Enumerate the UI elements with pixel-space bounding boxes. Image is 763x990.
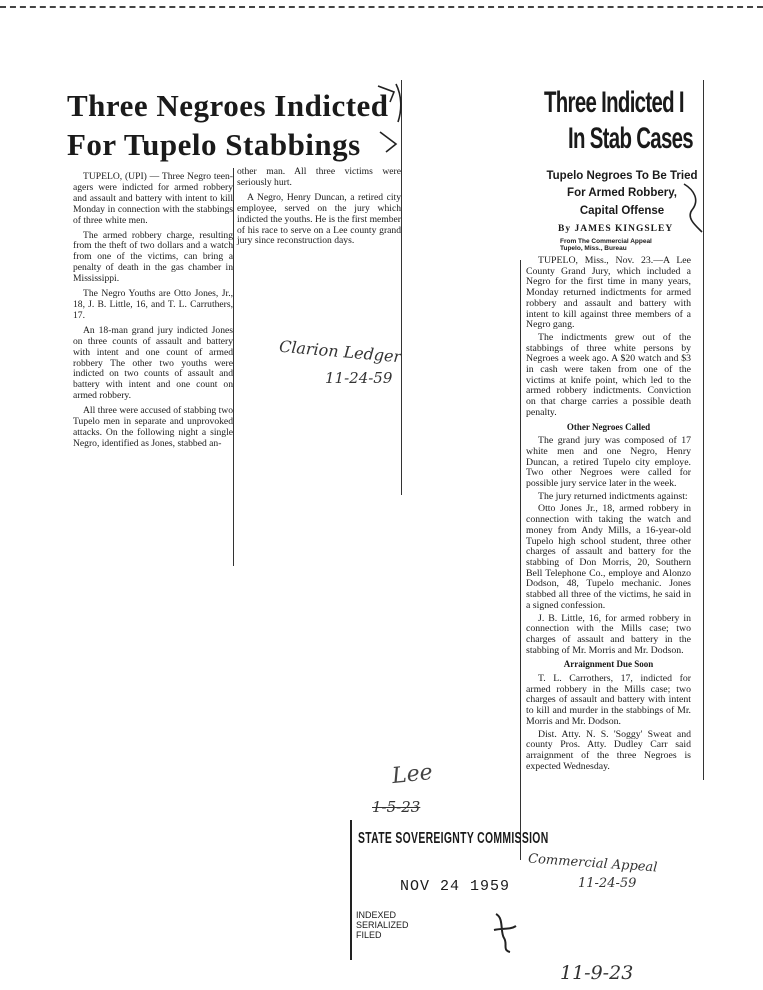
source-credit [560,238,652,252]
paragraph: The Negro Youths are Otto Jones, Jr., 18, J. B. Little, 16, and T. L. Carruthers, 17. [73,288,233,321]
section-subhead: Arraignment Due Soon [563,659,654,670]
handwritten-struck-number: 1-5-23 [372,798,421,816]
paragraph: The grand jury was composed of 17 white men and one Negro, Henry Duncan, a retired Tupelo city employe. Two other Negroes were called for possible jury service later in the week. [526,435,691,490]
paragraph: other man. All three victims were seriously hurt. [237,166,401,188]
handwritten-source-label: Clarion Ledger [278,336,402,367]
paragraph: T. L. Carrothers, 17, indicted for armed robbery in the Mills case; two charges of assault and battery with intent to kill and murder in the stabbings of Mr. Morris and Mr. Dodson. [526,673,691,727]
article-column-2 [237,167,401,251]
column-rule [233,168,234,566]
paragraph: Dist. Atty. N. S. 'Soggy' Sweat and county Pros. Atty. Dudley Carr said arraignment of the three Negroes is expected Wednesday. [526,728,691,772]
article-column-1 [73,172,233,454]
paragraph: TUPELO, Miss., Nov. 23.—A Lee County Grand Jury, which included a Negro for the first time in many years, Monday returned indictments for armed robbery and assault and battery with intent to kill against three members of a Negro gang. [526,255,691,331]
handwritten-file-number: 11-9-23 [560,962,634,984]
stamp-date: NOV 24 1959 [400,878,511,895]
paragraph: A Negro, Henry Duncan, a retired city employee, served on the jury which indicted the youths. He is the first member of his race to serve on a Lee county grand jury since reconstruction days. [237,191,401,247]
headline-line-2: In Stab Cases [568,122,693,155]
paragraph: J. B. Little, 16, for armed robbery in connection with the Mills case; two charges of assault and battery in the stabbing of Mr. Morris and Mr. Dodson. [526,612,691,656]
stamp-labels [356,910,409,940]
headline-line-1: Three Negroes Indicted [67,88,389,123]
paragraph: The armed robbery charge, resulting from the theft of two dollars and a watch from one of the victims, can bring a penalty of death in the gas chamber in Mississippi. [73,229,233,285]
handwritten-initials [490,908,518,956]
handwritten-county: Lee [390,759,434,790]
headline-scribble-mark [680,178,706,238]
headline-line-1: Three Indicted I [544,86,684,119]
handwritten-date: 11-24-59 [578,876,637,891]
paragraph: Otto Jones Jr., 18, armed robbery in connection with taking the watch and money from Andy Mills, a 16-year-old Tupelo high school student, three other charges of assault and battery for the stabbing of Don Morris, 20, Southern Bell Telephone Co., employe and Alonzo Dodson, 48, Tupelo mechanic. Jones stabbed all three of the victims, he said in a signed confession. [526,503,691,611]
handwritten-source-label: Commercial Appeal [527,851,658,876]
stamp-title: STATE SOVEREIGNTY COMMISSION [358,830,549,847]
paragraph: The jury returned indictments against: [538,490,688,502]
byline: By JAMES KINGSLEY [558,224,674,234]
stamp-label-indexed: INDEXED [356,910,397,920]
paragraph: An 18-man grand jury indicted Jones on three counts of assault and battery with intent and one count of armed robbery The other two youths were indicted on two counts of assault and battery with intent and one count on armed robbery. [73,324,233,402]
top-dashed-border [0,6,763,8]
paragraph: The indictments grew out of the stabbings of three white persons by Negroes a week ago. A $20 watch and $3 in cash were taken from one of the victims at knife point, which led to the armed robbery indictments. Conviction on that charge carries a possible death penalty. [526,331,691,418]
stamp-label-serialized: SERIALIZED [356,920,409,930]
article-body [526,256,691,774]
stamp-label-filed: FILED [356,930,382,940]
credit-line: Tupelo, Miss., Bureau [560,245,627,252]
subheadline-line-3: Capital Offense [579,205,665,217]
clipping-left-edge [520,260,521,860]
headline-scribble-mark [372,82,406,162]
paragraph: All three were accused of stabbing two Tupelo men in separate and unprovoked attacks. On the following night a single Negro, identified as Jones, stabbed an- [73,405,233,449]
headline-line-2: For Tupelo Stabbings [67,127,361,162]
handwritten-date: 11-24-59 [325,369,393,387]
clipping-clarion-ledger [63,80,401,495]
credit-line: From The Commercial Appeal [560,238,652,245]
subheadline-line-2: For Armed Robbery, [567,187,677,199]
subheadline-line-1: Tupelo Negroes To Be Tried [546,170,698,182]
paragraph: TUPELO, (UPI) — Three Negro teen-agers were indicted for armed robbery and assault and battery with intent to kill Monday in connection with the stabbings of three white men. [73,171,233,226]
section-subhead: Other Negroes Called [566,421,651,432]
clipping-commercial-appeal [518,80,704,860]
